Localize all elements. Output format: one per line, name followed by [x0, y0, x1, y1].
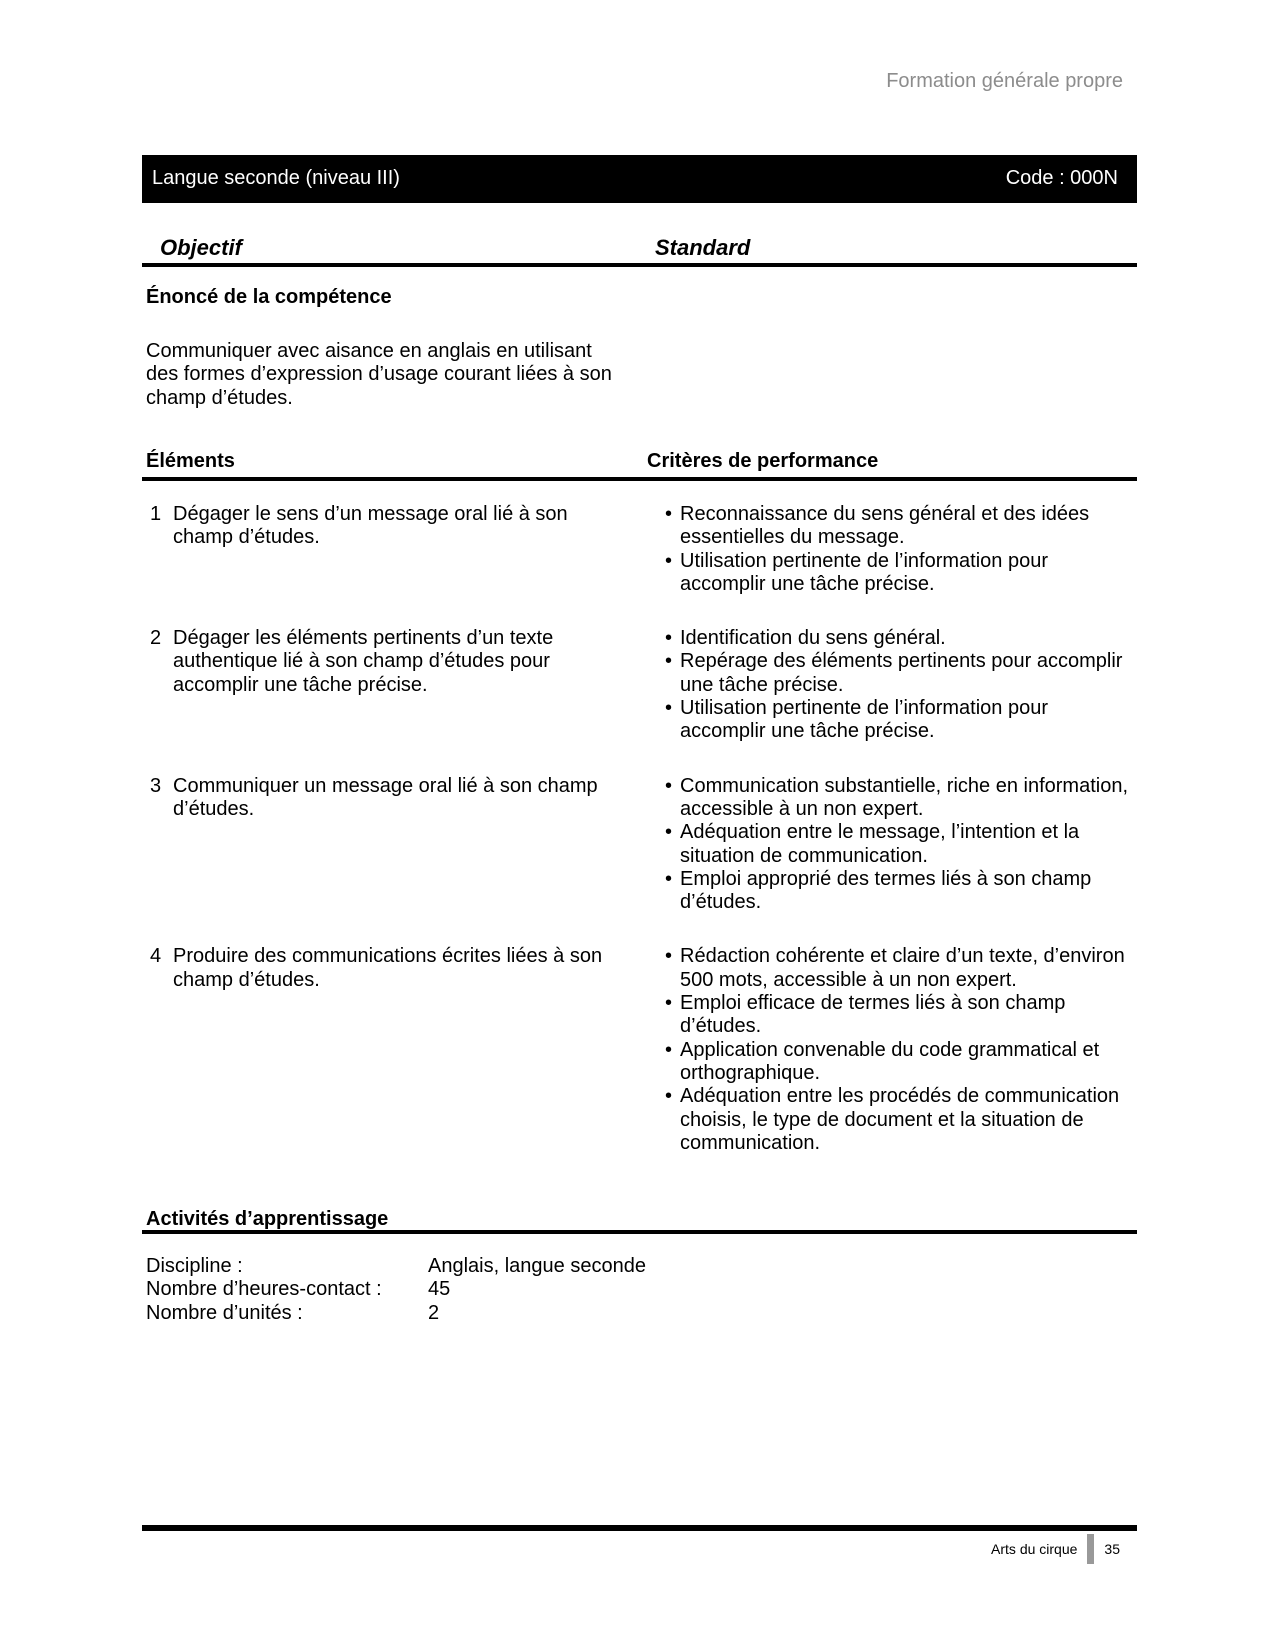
- element-cell: [142, 503, 647, 596]
- bullet-icon: •: [665, 774, 673, 797]
- elements-rows: [142, 503, 1137, 1186]
- criterion-item: [647, 650, 1130, 697]
- criterion-text: Identification du sens général.: [680, 627, 946, 650]
- criterion-text: Emploi efficace de termes liés à son champ d’études.: [680, 992, 1066, 1038]
- footer-program: Arts du cirque: [991, 1541, 1078, 1557]
- criterion-text: Repérage des éléments pertinents pour accomplir une tâche précise.: [680, 650, 1123, 696]
- activities-heading: Activités d’apprentissage: [146, 1208, 389, 1230]
- bullet-icon: •: [665, 945, 673, 968]
- course-title: Langue seconde (niveau III): [152, 167, 400, 190]
- activity-label: Nombre d’unités :: [146, 1301, 303, 1324]
- criterion-item: [647, 821, 1130, 868]
- criteria-list: [647, 945, 1137, 1155]
- criterion-text: Adéquation entre le message, l’intention et la situation de communication.: [680, 821, 1080, 867]
- criterion-item: [647, 503, 1130, 550]
- criterion-item: [647, 550, 1130, 597]
- activity-row: [146, 1278, 646, 1301]
- activity-value: Anglais, langue seconde: [428, 1255, 646, 1277]
- activity-label: Nombre d’heures-contact :: [146, 1278, 382, 1301]
- bullet-icon: •: [665, 503, 673, 525]
- criterion-text: Emploi approprié des termes liés à son champ d’études.: [680, 867, 1092, 914]
- activity-value: 45: [428, 1278, 451, 1301]
- objectif-heading: Objectif: [160, 235, 242, 260]
- bullet-icon: •: [665, 650, 673, 673]
- criterion-item: [647, 1085, 1130, 1155]
- bullet-icon: •: [665, 1038, 673, 1061]
- criterion-item: [647, 1039, 1130, 1086]
- criterion-text: Rédaction cohérente et claire d’un texte, d’environ 500 mots, accessible à un non expert.: [680, 945, 1125, 991]
- criterion-text: Adéquation entre les procédés de communication choisis, le type de document et la situation de communication.: [680, 1085, 1120, 1154]
- activity-label: Discipline :: [146, 1255, 243, 1277]
- running-header: Formation générale propre: [886, 70, 1123, 92]
- bullet-icon: •: [665, 1085, 673, 1108]
- criterion-item: [647, 945, 1130, 992]
- elements-divider: [142, 477, 1137, 481]
- criterion-item: [647, 775, 1130, 822]
- activity-row: [146, 1302, 646, 1325]
- activity-value: 2: [428, 1301, 440, 1324]
- criterion-item: [647, 992, 1130, 1039]
- criterion-text: Utilisation pertinente de l’information pour accomplir une tâche précise.: [680, 549, 1048, 595]
- criterion-text: Application convenable du code grammatical et orthographique.: [680, 1038, 1100, 1084]
- element-cell: [142, 945, 647, 1155]
- competence-heading: Énoncé de la compétence: [146, 286, 392, 308]
- element-row: [142, 503, 1137, 596]
- criteria-list: [647, 627, 1137, 743]
- criterion-item: [647, 697, 1130, 744]
- activities-table: [146, 1255, 646, 1325]
- element-number: 3: [150, 774, 162, 797]
- element-cell: [142, 627, 647, 743]
- elements-heading: Éléments: [146, 450, 235, 472]
- element-number: 2: [150, 627, 162, 650]
- element-text: Communiquer un message oral lié à son champ d’études.: [173, 774, 598, 820]
- course-title-bar: [142, 155, 1137, 203]
- criterion-text: Utilisation pertinente de l’information pour accomplir une tâche précise.: [680, 697, 1048, 743]
- element-text: Dégager le sens d’un message oral lié à son champ d’études.: [173, 503, 568, 549]
- activity-row: [146, 1255, 646, 1278]
- criteres-heading: Critères de performance: [647, 450, 879, 472]
- element-text: Produire des communications écrites liées à son champ d’études.: [173, 945, 603, 991]
- competence-statement: Communiquer avec aisance en anglais en utilisant des formes d’expression d’usage courant liées à son champ d’études.: [146, 340, 612, 409]
- activities-divider: [142, 1230, 1137, 1234]
- element-row: [142, 775, 1137, 915]
- footer-rule: [142, 1525, 1137, 1531]
- standard-heading: Standard: [655, 235, 751, 260]
- bullet-icon: •: [665, 697, 673, 720]
- criterion-item: [647, 868, 1130, 915]
- objectif-standard-divider: [142, 263, 1137, 267]
- bullet-icon: •: [665, 867, 673, 890]
- element-number: 1: [150, 503, 162, 525]
- criterion-item: [647, 627, 1130, 650]
- criteria-list: [647, 775, 1137, 915]
- bullet-icon: •: [665, 627, 673, 650]
- element-text: Dégager les éléments pertinents d’un texte authentique lié à son champ d’études pour accomplir une tâche précise.: [173, 627, 554, 696]
- footer-divider: [1087, 1534, 1094, 1564]
- bullet-icon: •: [665, 549, 673, 572]
- bullet-icon: •: [665, 992, 673, 1015]
- element-number: 4: [150, 945, 162, 968]
- footer-page-number: 35: [1104, 1541, 1120, 1557]
- page-footer: [991, 1533, 1120, 1565]
- criterion-text: Reconnaissance du sens général et des idées essentielles du message.: [680, 503, 1090, 549]
- element-row: [142, 627, 1137, 743]
- course-code: Code : 000N: [1005, 167, 1118, 190]
- bullet-icon: •: [665, 821, 673, 844]
- element-cell: [142, 775, 647, 915]
- criterion-text: Communication substantielle, riche en information, accessible à un non expert.: [680, 774, 1128, 820]
- criteria-list: [647, 503, 1137, 596]
- element-row: [142, 945, 1137, 1155]
